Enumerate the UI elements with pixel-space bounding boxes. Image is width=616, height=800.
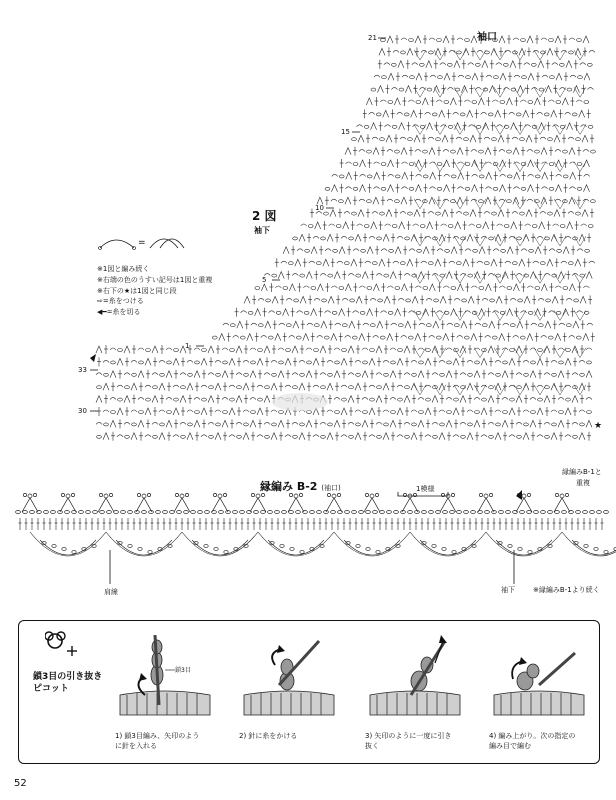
picot-title-line2: ピコット [33,684,69,694]
chain-3-callout: 鎖3目 [175,667,191,674]
diagram-subheading: 袖下 [254,226,270,235]
shoulder-line-label: 肩線 [104,588,118,596]
continue-note: ※縁編みB-1より続く [533,586,600,594]
step-1-number: 1) [115,732,123,740]
note-3: ※右下の★は1図と同じ段 [97,287,177,295]
step-3-illustration [365,635,465,727]
note-4: =糸をつける [102,297,144,305]
step-2-caption [239,731,297,741]
step-2-text-line1: 針に糸をかける [248,732,298,740]
step-1-caption [115,731,199,751]
repeat-label: 1模様 [416,485,435,493]
step-3-text-line2: 抜く [365,742,379,750]
edging-cut-yarn-icon [516,490,522,500]
step-4-number: 4) [489,732,497,740]
note-1: ※1図と編み続く [97,265,150,273]
edging-middle-rows [19,518,604,530]
step-3-number: 3) [365,732,373,740]
star-marker: ★ [594,421,603,431]
overlap-label-line2: 重複 [576,479,590,487]
step-1-text-line1: 鎖3目編み、矢印のよう [124,732,200,740]
step-2-illustration [239,635,339,727]
row-number-21: 21 [368,34,377,42]
row-number-33: 33 [78,366,87,374]
row-number-10: 10 [315,204,324,212]
legend-cut-yarn [97,307,140,317]
note-5: =糸を切る [106,308,141,316]
row-number-15: 15 [341,128,350,136]
attach-yarn-icon: ⇨ [97,297,103,305]
picot-technique-box [18,620,600,764]
step-2-number: 2) [239,732,247,740]
sleeve-cuff-label: 袖口 [477,32,497,43]
cut-yarn-icon: ◀━ [97,308,107,316]
step-4-caption [489,731,575,751]
picot-symbol-icon [45,631,85,659]
diagram-heading: 2 図 [252,209,277,223]
row-number-5: 5 [262,276,267,284]
edging-chart [0,490,616,600]
symbol-legend [96,228,206,254]
legend-equals: = [138,238,146,248]
picot-title-line1: 鎖3目の引き抜き [33,672,103,682]
chain-arch-symbol-icon [96,228,206,254]
row-number-30: 30 [78,407,87,415]
edging-chart-drawing [0,490,616,600]
underarm-label: 袖下 [501,586,515,594]
step-1-text-line2: に針を入れる [115,742,157,750]
row-number-1: 1 [185,342,190,350]
row-number-arrows [90,38,386,411]
cut-yarn-marker-icon [90,354,96,362]
note-2: ※右端の色のうすい記号は1図と重複 [97,276,213,284]
step-1-illustration [115,635,215,727]
watermark-logo [272,393,328,411]
page-number: 52 [14,778,27,789]
legend-attach-yarn [97,296,144,306]
edging-title-paren: (袖口) [321,484,341,492]
repeat-bracket [398,492,448,496]
overlap-label-line1: 縁編みB-1と [562,468,602,476]
edging-arches [30,532,616,556]
step-4-text-line2: 編み目で編む [489,742,531,750]
step-4-text-line1: 編み上がり。次の指定の [498,732,576,740]
step-4-illustration [489,635,589,727]
step-3-text-line1: 矢印のように一度に引き [374,732,452,740]
edging-title-text: 縁編み B-2 [260,480,318,493]
step-3-caption [365,731,451,751]
